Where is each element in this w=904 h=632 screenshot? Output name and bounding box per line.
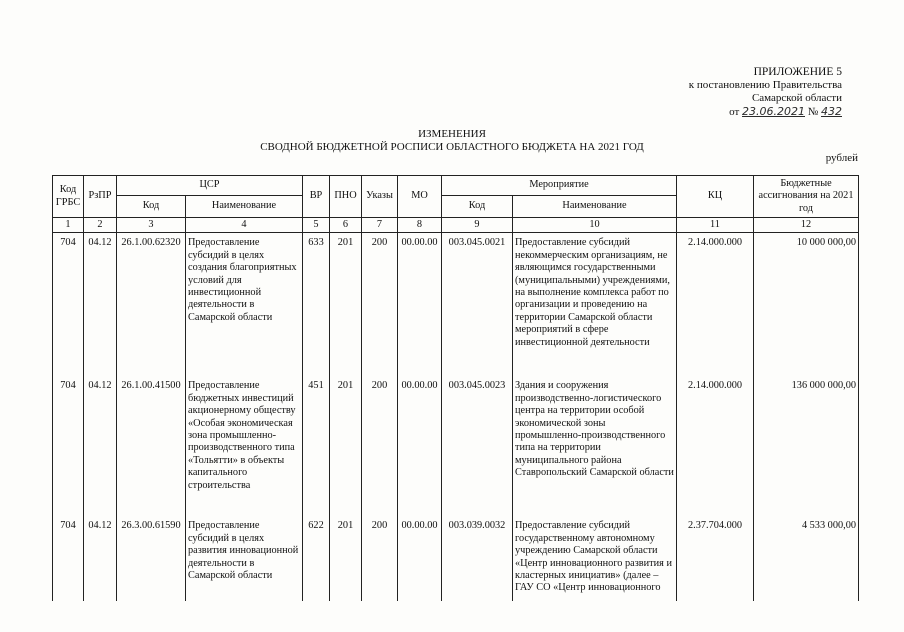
cell-rzpr: 04.12 <box>84 374 117 510</box>
column-number: 6 <box>330 218 362 233</box>
header-rzpr: РзПР <box>84 176 117 218</box>
column-number: 7 <box>362 218 398 233</box>
cell-kc: 2.14.000.000 <box>677 374 754 510</box>
header-vr: ВР <box>303 176 330 218</box>
column-number: 11 <box>677 218 754 233</box>
cell-csr-code: 26.1.00.41500 <box>117 374 186 510</box>
title-line-1: ИЗМЕНЕНИЯ <box>418 128 486 140</box>
appendix-line-resolution: к постановлению Правительства <box>688 79 842 91</box>
cell-pno: 201 <box>330 233 362 375</box>
appendix-date-line <box>689 105 842 119</box>
appendix-title: ПРИЛОЖЕНИЕ 5 <box>753 66 842 78</box>
cell-csr-name: Предоставление бюджетных инвестиций акционерному обществу «Особая экономическая зона промышленно-производственного типа «Тольятти» в объекты капитального строительства <box>186 374 303 510</box>
header-csr: ЦСР <box>117 176 303 196</box>
cell-ukazy: 200 <box>362 374 398 510</box>
cell-event-code: 003.039.0032 <box>442 510 513 601</box>
cell-rzpr: 04.12 <box>84 233 117 375</box>
header-csr-name: Наименование <box>186 196 303 218</box>
cell-event-name: Предоставление субсидий некоммерческим организациям, не являющимся государственными (муниципальными) учреждениями, на выполнение комплекса работ по организации и проведению на территории Самарской области мероприятий в сфере инвестиционной деятельности <box>513 233 677 375</box>
header-event-name: Наименование <box>513 196 677 218</box>
column-number: 4 <box>186 218 303 233</box>
cell-csr-code: 26.1.00.62320 <box>117 233 186 375</box>
header-kc: КЦ <box>677 176 754 218</box>
header-pno: ПНО <box>330 176 362 218</box>
currency-unit: рублей <box>825 152 858 164</box>
header-csr-code: Код <box>117 196 186 218</box>
table-row <box>53 233 859 375</box>
column-number: 1 <box>53 218 84 233</box>
cell-ukazy: 200 <box>362 510 398 601</box>
title-line-2: СВОДНОЙ БЮДЖЕТНОЙ РОСПИСИ ОБЛАСТНОГО БЮДЖЕТА НА 2021 ГОД <box>260 141 644 153</box>
cell-amount: 10 000 000,00 <box>754 233 859 375</box>
column-number: 10 <box>513 218 677 233</box>
cell-event-code: 003.045.0021 <box>442 233 513 375</box>
column-numbers-row <box>53 218 859 233</box>
cell-ukazy: 200 <box>362 233 398 375</box>
column-number: 5 <box>303 218 330 233</box>
header-event-code: Код <box>442 196 513 218</box>
cell-amount: 136 000 000,00 <box>754 374 859 510</box>
cell-vr: 633 <box>303 233 330 375</box>
cell-csr-code: 26.3.00.61590 <box>117 510 186 601</box>
cell-event-name: Здания и сооружения производственно-логистического центра на территории особой экономической зоны промышленно-производственного типа на территории муниципального района Ставропольский Самарской области <box>513 374 677 510</box>
table-row <box>53 510 859 601</box>
cell-kc: 2.37.704.000 <box>677 510 754 601</box>
header-mo: МО <box>398 176 442 218</box>
cell-rzpr: 04.12 <box>84 510 117 601</box>
appendix-block <box>689 66 842 119</box>
cell-csr-name: Предоставление субсидий в целях создания благоприятных условий для инвестиционной деятельности в Самарской области <box>186 233 303 375</box>
column-number: 2 <box>84 218 117 233</box>
cell-kc: 2.14.000.000 <box>677 233 754 375</box>
document-title <box>0 128 904 154</box>
cell-grbs: 704 <box>53 233 84 375</box>
header-grbs: Код ГРБС <box>53 176 84 218</box>
column-number: 3 <box>117 218 186 233</box>
cell-amount: 4 533 000,00 <box>754 510 859 601</box>
cell-mo: 00.00.00 <box>398 510 442 601</box>
cell-mo: 00.00.00 <box>398 233 442 375</box>
cell-vr: 451 <box>303 374 330 510</box>
column-number: 8 <box>398 218 442 233</box>
cell-mo: 00.00.00 <box>398 374 442 510</box>
header-ukazy: Указы <box>362 176 398 218</box>
cell-event-code: 003.045.0023 <box>442 374 513 510</box>
cell-grbs: 704 <box>53 510 84 601</box>
column-number: 12 <box>754 218 859 233</box>
number-prefix: № <box>807 106 819 118</box>
date-prefix: от <box>729 106 740 118</box>
handwritten-number: 432 <box>821 105 842 118</box>
header-budget: Бюджетные ассигнования на 2021 год <box>754 176 859 218</box>
cell-grbs: 704 <box>53 374 84 510</box>
cell-event-name: Предоставление субсидий государственному автономному учреждению Самарской области «Центр инновационного развития и кластерных инициатив» (далее – ГАУ СО «Центр инновационного <box>513 510 677 601</box>
cell-vr: 622 <box>303 510 330 601</box>
cell-pno: 201 <box>330 510 362 601</box>
cell-pno: 201 <box>330 374 362 510</box>
budget-table <box>52 175 859 601</box>
handwritten-date: 23.06.2021 <box>742 105 805 118</box>
cell-csr-name: Предоставление субсидий в целях развития инновационной деятельности в Самарской области <box>186 510 303 601</box>
appendix-line-region: Самарской области <box>751 92 842 104</box>
column-number: 9 <box>442 218 513 233</box>
header-event: Мероприятие <box>442 176 677 196</box>
table-row <box>53 374 859 510</box>
